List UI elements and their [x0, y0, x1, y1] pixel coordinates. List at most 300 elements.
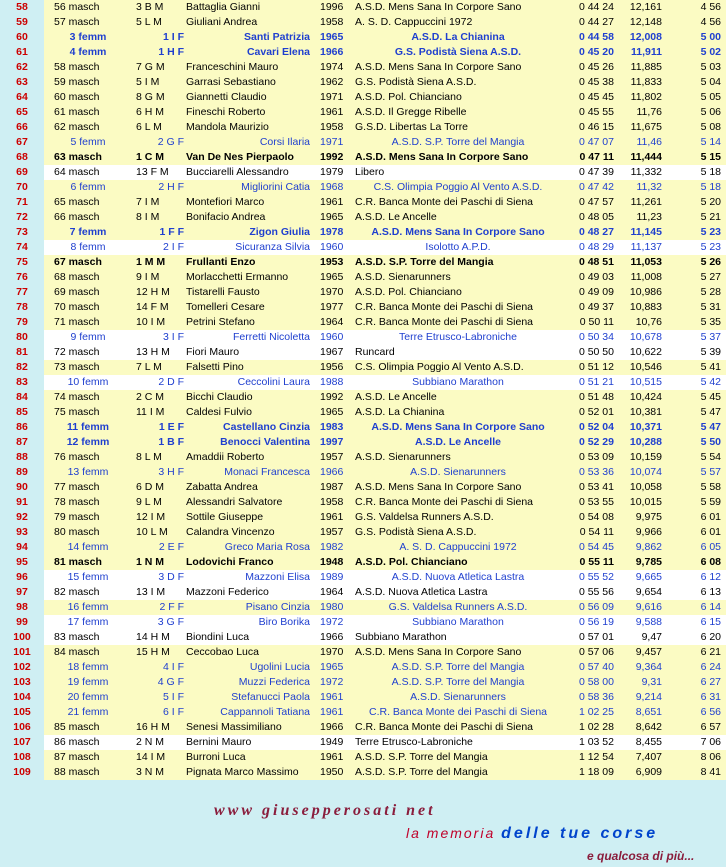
- athlete-name: Mazzoni Federico: [186, 586, 269, 598]
- athlete-name: Castellano Cinzia: [223, 421, 310, 433]
- pace-cell: 5 15: [700, 151, 721, 163]
- athlete-name: Mazzoni Elisa: [245, 571, 310, 583]
- finish-time: 0 50 50: [578, 346, 614, 358]
- pace-cell: 5 21: [700, 211, 721, 223]
- position-cell: 84: [0, 390, 44, 405]
- finish-time: 0 46 15: [578, 121, 614, 133]
- position-cell: 69: [0, 165, 44, 180]
- finish-time: 0 55 11: [579, 556, 614, 568]
- birth-year: 1966: [320, 631, 344, 643]
- finish-time: 0 49 03: [578, 271, 614, 283]
- table-row: [0, 0, 726, 15]
- pace-cell: 5 23: [700, 226, 721, 238]
- table-row: [0, 495, 726, 510]
- athlete-name: Bonifacio Andrea: [186, 211, 266, 223]
- birth-year: 1961: [320, 691, 344, 703]
- position-cell: 77: [0, 285, 44, 300]
- points-cell: 11,23: [636, 211, 662, 223]
- birth-year: 1983: [320, 421, 344, 433]
- athlete-name: Amaddii Roberto: [186, 451, 265, 463]
- club-name: G.S.D. Libertas La Torre: [355, 121, 469, 133]
- points-cell: 10,883: [629, 301, 662, 313]
- category-cell: 62 masch: [54, 121, 100, 133]
- pace-cell: 6 15: [700, 616, 721, 628]
- pace-cell: 6 08: [700, 556, 721, 568]
- club-name: A.S.D. Mens Sana In Corpore Sano: [355, 646, 522, 658]
- table-row: [0, 570, 726, 585]
- club-name: A.S.D. Mens Sana In Corpore Sano: [355, 481, 522, 493]
- club-name: Runcard: [355, 346, 395, 358]
- table-row: [0, 630, 726, 645]
- category-cell: 21 femm: [67, 706, 109, 718]
- birth-year: 1957: [320, 451, 344, 463]
- class-position-cell: 2 F F: [159, 601, 184, 613]
- points-cell: 11,261: [630, 196, 662, 208]
- club-name: A.S.D. S.P. Torre del Mangia: [391, 136, 525, 148]
- athlete-name: Garrasi Sebastiano: [186, 76, 276, 88]
- table-row: [0, 15, 726, 30]
- club-name: C.R. Banca Monte dei Paschi di Siena: [368, 706, 547, 718]
- table-row: [0, 150, 726, 165]
- points-cell: 12,148: [629, 16, 662, 28]
- club-name: G.S. Valdelsa Runners A.S.D.: [355, 511, 494, 523]
- points-cell: 12,008: [629, 31, 662, 43]
- tagline: e qualcosa di più...: [587, 849, 695, 863]
- birth-year: 1956: [320, 361, 344, 373]
- category-cell: 59 masch: [54, 76, 100, 88]
- birth-year: 1965: [320, 211, 344, 223]
- table-row: [0, 165, 726, 180]
- birth-year: 1970: [320, 646, 344, 658]
- finish-time: 0 53 36: [578, 466, 614, 478]
- birth-year: 1971: [320, 91, 344, 103]
- finish-time: 1 12 54: [578, 751, 614, 763]
- position-cell: 71: [0, 195, 44, 210]
- class-position-cell: 5 I F: [162, 691, 184, 703]
- points-cell: 8,455: [635, 736, 662, 748]
- finish-time: 0 52 04: [578, 421, 614, 433]
- birth-year: 1962: [320, 76, 344, 88]
- birth-year: 1953: [320, 256, 344, 268]
- website-link[interactable]: www giusepperosati net: [214, 802, 436, 819]
- birth-year: 1961: [320, 106, 344, 118]
- class-position-cell: 2 I F: [162, 241, 184, 253]
- position-cell: 86: [0, 420, 44, 435]
- athlete-name: Greco Maria Rosa: [224, 541, 310, 553]
- pace-cell: 5 50: [700, 436, 721, 448]
- class-position-cell: 10 L M: [136, 526, 168, 538]
- position-cell: 61: [0, 45, 44, 60]
- category-cell: 57 masch: [54, 16, 100, 28]
- club-name: Libero: [355, 166, 385, 178]
- finish-time: 0 54 08: [578, 511, 614, 523]
- class-position-cell: 13 H M: [136, 346, 170, 358]
- points-cell: 11,885: [630, 61, 662, 73]
- table-row: [0, 390, 726, 405]
- athlete-name: Muzzi Federica: [238, 676, 310, 688]
- club-name: A.S.D. Mens Sana In Corpore Sano: [371, 226, 545, 238]
- club-name: Terre Etrusco-Labroniche: [355, 736, 473, 748]
- finish-time: 0 47 11: [579, 151, 614, 163]
- category-cell: 84 masch: [54, 646, 100, 658]
- class-position-cell: 8 G M: [136, 91, 165, 103]
- finish-time: 0 56 09: [578, 601, 614, 613]
- position-cell: 64: [0, 90, 44, 105]
- finish-time: 0 50 11: [579, 316, 614, 328]
- club-name: A. S. D. Cappuccini 1972: [355, 16, 473, 28]
- table-row: [0, 300, 726, 315]
- points-cell: 11,76: [636, 106, 662, 118]
- position-cell: 100: [0, 630, 44, 645]
- pace-cell: 6 13: [700, 586, 721, 598]
- finish-time: 0 53 55: [578, 496, 614, 508]
- finish-time: 0 45 38: [578, 76, 614, 88]
- points-cell: 8,651: [635, 706, 662, 718]
- finish-time: 0 44 27: [578, 16, 614, 28]
- finish-time: 0 45 26: [578, 61, 614, 73]
- table-row: [0, 510, 726, 525]
- club-name: Subbiano Marathon: [412, 376, 504, 388]
- position-cell: 104: [0, 690, 44, 705]
- club-name: G.S. Podistà Siena A.S.D.: [355, 526, 477, 538]
- position-cell: 73: [0, 225, 44, 240]
- pace-cell: 5 45: [700, 391, 721, 403]
- position-cell: 87: [0, 435, 44, 450]
- birth-year: 1968: [320, 181, 344, 193]
- class-position-cell: 5 I M: [136, 76, 160, 88]
- athlete-name: Stefanucci Paola: [231, 691, 310, 703]
- birth-year: 1978: [320, 226, 344, 238]
- motto-emphasis: delle tue corse: [501, 825, 659, 842]
- category-cell: 88 masch: [54, 766, 100, 778]
- club-name: A.S.D. Sienarunners: [410, 691, 506, 703]
- position-cell: 106: [0, 720, 44, 735]
- pace-cell: 5 27: [700, 271, 721, 283]
- class-position-cell: 14 F M: [136, 301, 169, 313]
- club-name: C.R. Banca Monte dei Paschi di Siena: [355, 196, 534, 208]
- table-row: [0, 600, 726, 615]
- pace-cell: 5 57: [700, 466, 721, 478]
- athlete-name: Calandra Vincenzo: [186, 526, 275, 538]
- finish-time: 1 03 52: [578, 736, 614, 748]
- points-cell: 11,833: [630, 76, 662, 88]
- class-position-cell: 13 I M: [136, 586, 166, 598]
- club-name: A.S.D. Mens Sana In Corpore Sano: [371, 421, 545, 433]
- category-cell: 74 masch: [54, 391, 100, 403]
- points-cell: 9,966: [635, 526, 662, 538]
- points-cell: 9,588: [635, 616, 662, 628]
- points-cell: 11,32: [636, 181, 662, 193]
- club-name: G.S. Podistà Siena A.S.D.: [355, 76, 477, 88]
- category-cell: 85 masch: [54, 721, 100, 733]
- position-cell: 105: [0, 705, 44, 720]
- category-cell: 3 femm: [69, 31, 107, 43]
- class-position-cell: 5 L M: [136, 16, 162, 28]
- birth-year: 1960: [320, 331, 344, 343]
- finish-time: 0 58 00: [578, 676, 614, 688]
- finish-time: 0 47 07: [578, 136, 614, 148]
- category-cell: 87 masch: [54, 751, 100, 763]
- club-name: A.S.D. Sienarunners: [355, 451, 451, 463]
- table-row: [0, 255, 726, 270]
- table-row: [0, 45, 726, 60]
- category-cell: 67 masch: [54, 256, 102, 268]
- birth-year: 1970: [320, 286, 344, 298]
- position-cell: 85: [0, 405, 44, 420]
- table-row: [0, 720, 726, 735]
- finish-time: 0 48 29: [578, 241, 614, 253]
- athlete-name: Morlacchetti Ermanno: [186, 271, 289, 283]
- class-position-cell: 9 I M: [136, 271, 160, 283]
- category-cell: 81 masch: [54, 556, 102, 568]
- pace-cell: 5 35: [700, 316, 721, 328]
- birth-year: 1979: [320, 166, 344, 178]
- pace-cell: 7 06: [700, 736, 721, 748]
- class-position-cell: 1 B F: [158, 436, 184, 448]
- class-position-cell: 2 N M: [136, 736, 165, 748]
- category-cell: 7 femm: [69, 226, 107, 238]
- table-row: [0, 420, 726, 435]
- athlete-name: Pisano Cinzia: [245, 601, 310, 613]
- category-cell: 10 femm: [67, 376, 109, 388]
- athlete-name: Mandola Maurizio: [186, 121, 269, 133]
- pace-cell: 6 21: [700, 646, 721, 658]
- athlete-name: Petrini Stefano: [186, 316, 255, 328]
- category-cell: 69 masch: [54, 286, 100, 298]
- points-cell: 10,515: [629, 376, 662, 388]
- club-name: A.S.D. Pol. Chianciano: [355, 91, 462, 103]
- points-cell: 10,622: [629, 346, 662, 358]
- finish-time: 0 50 34: [578, 331, 614, 343]
- category-cell: 58 masch: [54, 61, 100, 73]
- table-row: [0, 690, 726, 705]
- pace-cell: 8 06: [700, 751, 721, 763]
- category-cell: 15 femm: [67, 571, 109, 583]
- birth-year: 1961: [320, 751, 344, 763]
- category-cell: 5 femm: [70, 136, 106, 148]
- club-name: G.S. Podistà Siena A.S.D.: [394, 46, 522, 58]
- position-cell: 75: [0, 255, 44, 270]
- position-cell: 109: [0, 765, 44, 780]
- birth-year: 1965: [320, 271, 344, 283]
- table-row: [0, 765, 726, 780]
- position-cell: 72: [0, 210, 44, 225]
- birth-year: 1980: [320, 601, 344, 613]
- birth-year: 1960: [320, 241, 344, 253]
- category-cell: 6 femm: [70, 181, 106, 193]
- club-name: A.S.D. S.P. Torre del Mangia: [355, 256, 494, 268]
- category-cell: 11 femm: [66, 421, 110, 433]
- athlete-name: Ceccobao Luca: [186, 646, 259, 658]
- position-cell: 76: [0, 270, 44, 285]
- category-cell: 78 masch: [54, 496, 100, 508]
- finish-time: 0 56 19: [578, 616, 614, 628]
- pace-cell: 5 05: [700, 91, 721, 103]
- position-cell: 89: [0, 465, 44, 480]
- category-cell: 63 masch: [54, 151, 102, 163]
- athlete-name: Biondini Luca: [186, 631, 250, 643]
- class-position-cell: 7 L M: [136, 361, 162, 373]
- table-row: [0, 285, 726, 300]
- table-row: [0, 330, 726, 345]
- pace-cell: 5 59: [700, 496, 721, 508]
- class-position-cell: 1 M M: [136, 256, 166, 268]
- position-cell: 92: [0, 510, 44, 525]
- club-name: Terre Etrusco-Labroniche: [399, 331, 517, 343]
- table-row: [0, 315, 726, 330]
- table-row: [0, 645, 726, 660]
- finish-time: 0 54 45: [578, 541, 614, 553]
- athlete-name: Corsi Ilaria: [259, 136, 310, 148]
- position-cell: 102: [0, 660, 44, 675]
- category-cell: 18 femm: [67, 661, 109, 673]
- points-cell: 10,381: [629, 406, 662, 418]
- motto-prefix: la memoria: [406, 825, 496, 841]
- category-cell: 20 femm: [67, 691, 109, 703]
- pace-cell: 5 28: [700, 286, 721, 298]
- category-cell: 76 masch: [54, 451, 100, 463]
- table-row: [0, 540, 726, 555]
- class-position-cell: 1 N M: [136, 556, 165, 568]
- club-name: A.S.D. Pol. Chianciano: [355, 556, 468, 568]
- category-cell: 68 masch: [54, 271, 100, 283]
- birth-year: 1974: [320, 61, 344, 73]
- category-cell: 17 femm: [67, 616, 109, 628]
- finish-time: 0 55 52: [578, 571, 614, 583]
- points-cell: 11,802: [630, 91, 662, 103]
- table-row: [0, 705, 726, 720]
- points-cell: 11,008: [630, 271, 662, 283]
- athlete-name: Burroni Luca: [186, 751, 246, 763]
- club-name: A.S.D. S.P. Torre del Mangia: [355, 751, 488, 763]
- class-position-cell: 2 E F: [158, 541, 184, 553]
- finish-time: 0 57 01: [578, 631, 614, 643]
- birth-year: 1971: [320, 136, 344, 148]
- position-cell: 63: [0, 75, 44, 90]
- category-cell: 13 femm: [67, 466, 109, 478]
- position-cell: 95: [0, 555, 44, 570]
- category-cell: 12 femm: [66, 436, 110, 448]
- athlete-name: Giannetti Claudio: [186, 91, 267, 103]
- class-position-cell: 7 I M: [136, 196, 160, 208]
- table-row: [0, 750, 726, 765]
- category-cell: 86 masch: [54, 736, 100, 748]
- athlete-name: Benocci Valentina: [220, 436, 310, 448]
- position-cell: 97: [0, 585, 44, 600]
- athlete-name: Giuliani Andrea: [186, 16, 258, 28]
- points-cell: 10,424: [629, 391, 662, 403]
- points-cell: 9,31: [641, 676, 662, 688]
- pace-cell: 5 14: [700, 136, 721, 148]
- category-cell: 9 femm: [70, 331, 106, 343]
- birth-year: 1961: [320, 706, 344, 718]
- pace-cell: 5 04: [700, 76, 721, 88]
- pace-cell: 6 01: [700, 511, 721, 523]
- points-cell: 10,015: [629, 496, 662, 508]
- birth-year: 1964: [320, 316, 344, 328]
- birth-year: 1966: [320, 46, 344, 58]
- class-position-cell: 11 I M: [136, 406, 165, 418]
- points-cell: 10,058: [629, 481, 662, 493]
- class-position-cell: 6 L M: [136, 121, 162, 133]
- position-cell: 66: [0, 120, 44, 135]
- position-cell: 58: [0, 0, 44, 15]
- birth-year: 1958: [320, 16, 344, 28]
- points-cell: 6,909: [635, 766, 662, 778]
- table-row: [0, 90, 726, 105]
- position-cell: 70: [0, 180, 44, 195]
- finish-time: 0 51 12: [578, 361, 614, 373]
- class-position-cell: 6 H M: [136, 106, 165, 118]
- points-cell: 9,785: [635, 556, 662, 568]
- category-cell: 4 femm: [69, 46, 107, 58]
- class-position-cell: 14 I M: [136, 751, 166, 763]
- birth-year: 1965: [320, 406, 344, 418]
- finish-time: 0 47 42: [578, 181, 614, 193]
- class-position-cell: 6 I F: [162, 706, 184, 718]
- birth-year: 1992: [320, 391, 344, 403]
- points-cell: 10,678: [629, 331, 662, 343]
- position-cell: 91: [0, 495, 44, 510]
- points-cell: 10,371: [629, 421, 662, 433]
- birth-year: 1965: [320, 31, 344, 43]
- club-name: C.S. Olimpia Poggio Al Vento A.S.D.: [355, 361, 524, 373]
- birth-year: 1987: [320, 481, 344, 493]
- finish-time: 1 02 28: [578, 721, 614, 733]
- category-cell: 8 femm: [70, 241, 106, 253]
- class-position-cell: 14 H M: [136, 631, 170, 643]
- athlete-name: Battaglia Gianni: [186, 1, 261, 13]
- finish-time: 0 53 41: [578, 481, 614, 493]
- birth-year: 1950: [320, 766, 344, 778]
- athlete-name: Ferretti Nicoletta: [232, 331, 310, 343]
- pace-cell: 6 24: [700, 661, 721, 673]
- position-cell: 80: [0, 330, 44, 345]
- pace-cell: 5 39: [700, 346, 721, 358]
- pace-cell: 5 37: [700, 331, 721, 343]
- table-row: [0, 30, 726, 45]
- pace-cell: 5 42: [700, 376, 721, 388]
- motto: [406, 825, 658, 843]
- class-position-cell: 4 G F: [157, 676, 184, 688]
- athlete-name: Biro Borika: [258, 616, 310, 628]
- points-cell: 9,214: [635, 691, 662, 703]
- points-cell: 11,675: [630, 121, 662, 133]
- points-cell: 11,332: [630, 166, 662, 178]
- athlete-name: Zigon Giulia: [249, 226, 310, 238]
- birth-year: 1957: [320, 526, 344, 538]
- finish-time: 0 51 48: [578, 391, 614, 403]
- finish-time: 1 02 25: [578, 706, 614, 718]
- category-cell: 82 masch: [54, 586, 100, 598]
- position-cell: 67: [0, 135, 44, 150]
- finish-time: 0 57 40: [578, 661, 614, 673]
- athlete-name: Caldesi Fulvio: [186, 406, 252, 418]
- class-position-cell: 2 C M: [136, 391, 165, 403]
- points-cell: 8,642: [635, 721, 662, 733]
- pace-cell: 5 26: [700, 256, 721, 268]
- finish-time: 0 49 09: [578, 286, 614, 298]
- finish-time: 1 18 09: [578, 766, 614, 778]
- finish-time: 0 57 06: [578, 646, 614, 658]
- club-name: A.S.D. La Chianina: [411, 31, 505, 43]
- athlete-name: Monaci Francesca: [224, 466, 310, 478]
- table-row: [0, 60, 726, 75]
- class-position-cell: 9 L M: [136, 496, 162, 508]
- finish-time: 0 55 56: [578, 586, 614, 598]
- birth-year: 1977: [320, 301, 344, 313]
- table-row: [0, 210, 726, 225]
